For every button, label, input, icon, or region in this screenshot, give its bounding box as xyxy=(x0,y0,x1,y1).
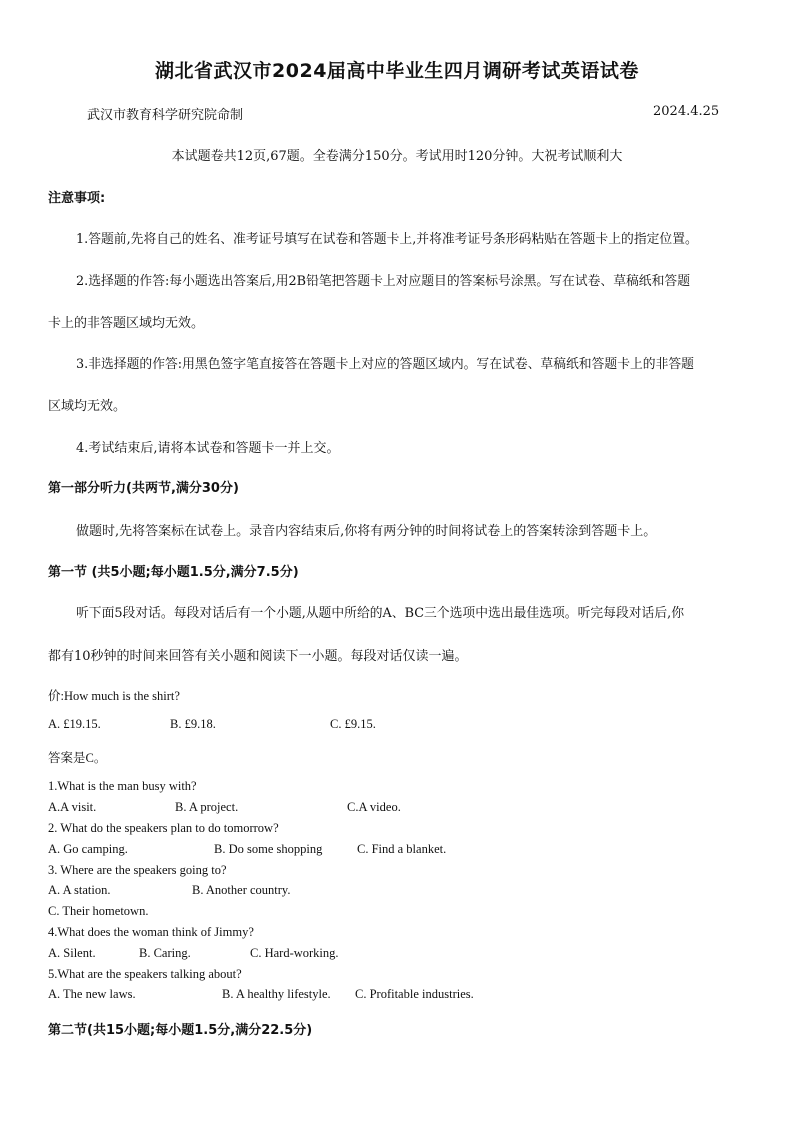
example-option-a: A. £19.15. xyxy=(48,717,101,731)
section2-heading: 第二节(共15小题;每小题1.5分,满分22.5分) xyxy=(48,1023,313,1038)
question-4: 4.What does the woman think of Jimmy? xyxy=(48,925,254,939)
section1-heading: 第一节 (共5小题;每小题1.5分,满分7.5分) xyxy=(48,565,299,580)
notice-item-2: 2.选择题的作答:每小题选出答案后,用2B铅笔把答题卡上对应题目的答案标号涂黑。写在试卷、草稿纸和答题 xyxy=(76,274,690,289)
question-2-option-a: A. Go camping. xyxy=(48,842,128,856)
part1-heading: 第一部分听力(共两节,满分30分) xyxy=(48,481,239,496)
question-4-option-c: C. Hard-working. xyxy=(250,946,339,960)
notice-item-4: 4.考试结束后,请将本试卷和答题卡一并上交。 xyxy=(76,441,340,456)
question-4-option-a: A. Silent. xyxy=(48,946,96,960)
question-4-option-b: B. Caring. xyxy=(139,946,191,960)
question-3: 3. Where are the speakers going to? xyxy=(48,863,227,877)
notice-item-3-cont: 区域均无效。 xyxy=(48,399,127,414)
exam-intro: 本试题卷共12页,67题。全卷满分150分。考试用时120分钟。大祝考试顺利大 xyxy=(171,149,623,164)
section1-instruction-cont: 都有10秒钟的时间来回答有关小题和阅读下一小题。每段对话仅读一遍。 xyxy=(48,649,468,664)
exam-title: 湖北省武汉市2024届高中毕业生四月调研考试英语试卷 xyxy=(155,60,639,82)
question-5-option-c: C. Profitable industries. xyxy=(355,987,474,1001)
question-2-option-c: C. Find a blanket. xyxy=(357,842,447,856)
notice-heading: 注意事项: xyxy=(48,191,106,206)
section1-instruction: 听下面5段对话。每段对话后有一个小题,从题中所给的A、BC三个选项中选出最佳选项。听完每段对话后,你 xyxy=(76,606,685,621)
question-1-option-a: A.A visit. xyxy=(48,800,97,814)
issuer: 武汉市教育科学研究院命制 xyxy=(87,108,244,123)
question-5: 5.What are the speakers talking about? xyxy=(48,967,242,981)
notice-item-2-cont: 卡上的非答题区域均无效。 xyxy=(48,316,205,331)
example-answer: 答案是C。 xyxy=(48,751,107,765)
example-question: 价:How much is the shirt? xyxy=(48,689,180,703)
question-1-option-b: B. A project. xyxy=(175,800,239,814)
question-2: 2. What do the speakers plan to do tomorrow? xyxy=(48,821,279,835)
example-option-b: B. £9.18. xyxy=(170,717,216,731)
question-1-option-c: C.A video. xyxy=(347,800,401,814)
exam-date: 2024.4.25 xyxy=(653,104,720,119)
notice-item-3: 3.非选择题的作答:用黑色签字笔直接答在答题卡上对应的答题区域内。写在试卷、草稿纸和答题卡上的非答题 xyxy=(76,357,694,372)
question-1: 1.What is the man busy with? xyxy=(48,779,197,793)
example-option-c: C. £9.15. xyxy=(330,717,376,731)
question-3-option-b: B. Another country. xyxy=(192,883,291,897)
part1-instruction: 做题时,先将答案标在试卷上。录音内容结束后,你将有两分钟的时间将试卷上的答案转涂到答题卡上。 xyxy=(76,524,657,539)
question-5-option-a: A. The new laws. xyxy=(48,987,136,1001)
question-3-option-a: A. A station. xyxy=(48,883,111,897)
notice-item-1: 1.答题前,先将自己的姓名、准考证号填写在试卷和答题卡上,并将准考证号条形码粘贴在答题卡上的指定位置。 xyxy=(76,232,698,247)
question-3-option-c: C. Their hometown. xyxy=(48,904,149,918)
question-2-option-b: B. Do some shopping xyxy=(214,842,323,856)
question-5-option-b: B. A healthy lifestyle. xyxy=(222,987,331,1001)
